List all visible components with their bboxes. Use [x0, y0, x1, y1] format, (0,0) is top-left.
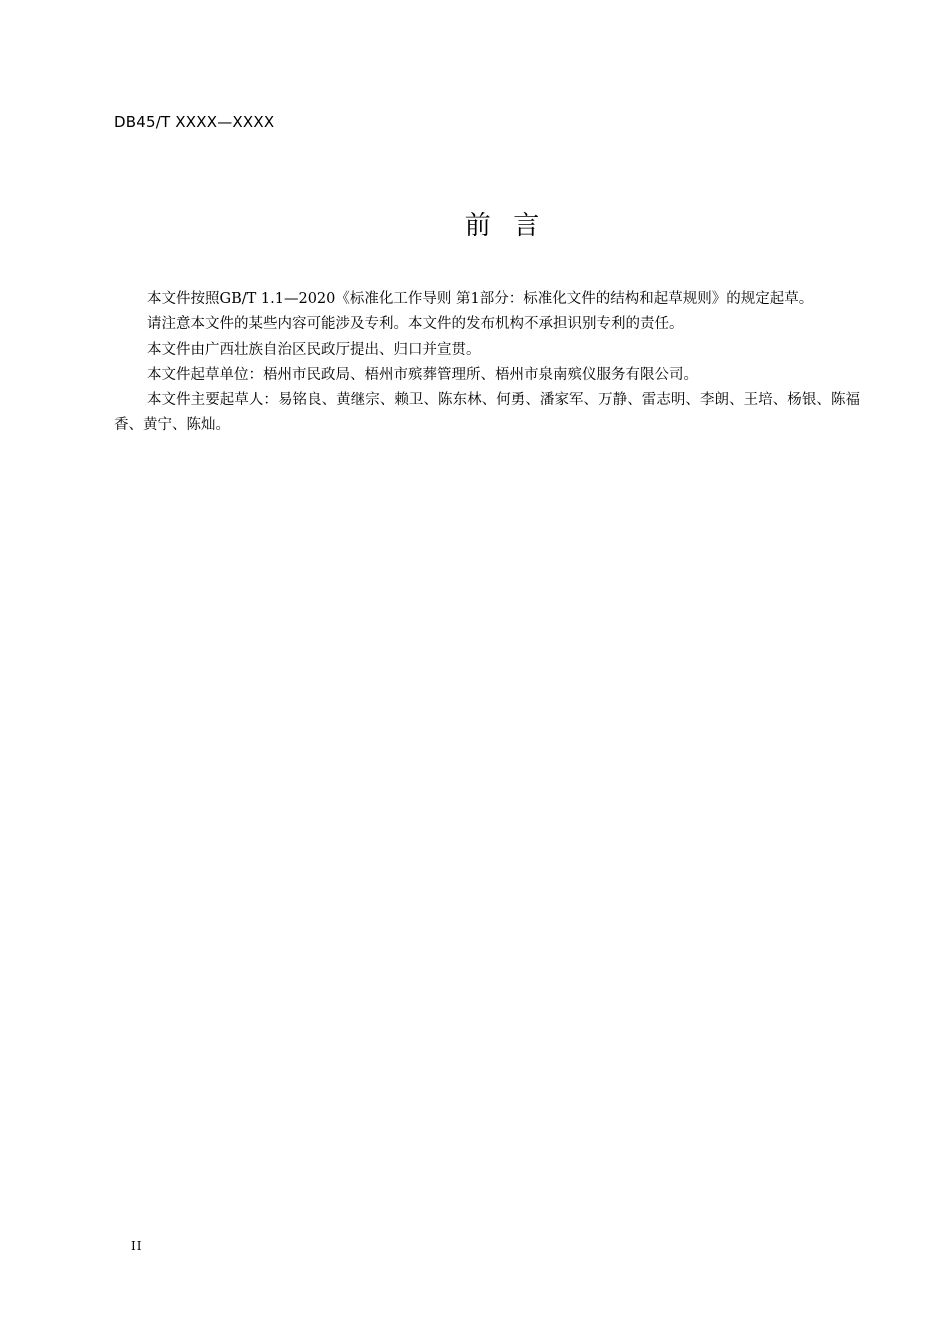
- page-number: II: [131, 1239, 143, 1253]
- paragraph-patent-notice: 请注意本文件的某些内容可能涉及专利。本文件的发布机构不承担识别专利的责任。: [147, 316, 684, 333]
- paragraph-drafting-units: 本文件起草单位：梧州市民政局、梧州市殡葬管理所、梧州市泉南殡仪服务有限公司。: [147, 366, 698, 383]
- page-title: 前 言: [464, 211, 542, 241]
- paragraph-proposer: 本文件由广西壮族自治区民政厅提出、归口并宣贯。: [147, 341, 481, 358]
- document-code: DB45/T XXXX—XXXX: [114, 113, 275, 131]
- preface-body: [114, 287, 860, 439]
- paragraph-drafting-rules: 本文件按照GB/T 1.1—2020《标准化工作导则 第1部分：标准化文件的结构和起草规则》的规定起草。: [147, 291, 814, 307]
- paragraph-drafters: 本文件主要起草人：易铭良、黄继宗、赖卫、陈东林、何勇、潘家军、万静、雷志明、李朗、王培、杨银、陈福香、黄宁、陈灿。: [114, 392, 860, 434]
